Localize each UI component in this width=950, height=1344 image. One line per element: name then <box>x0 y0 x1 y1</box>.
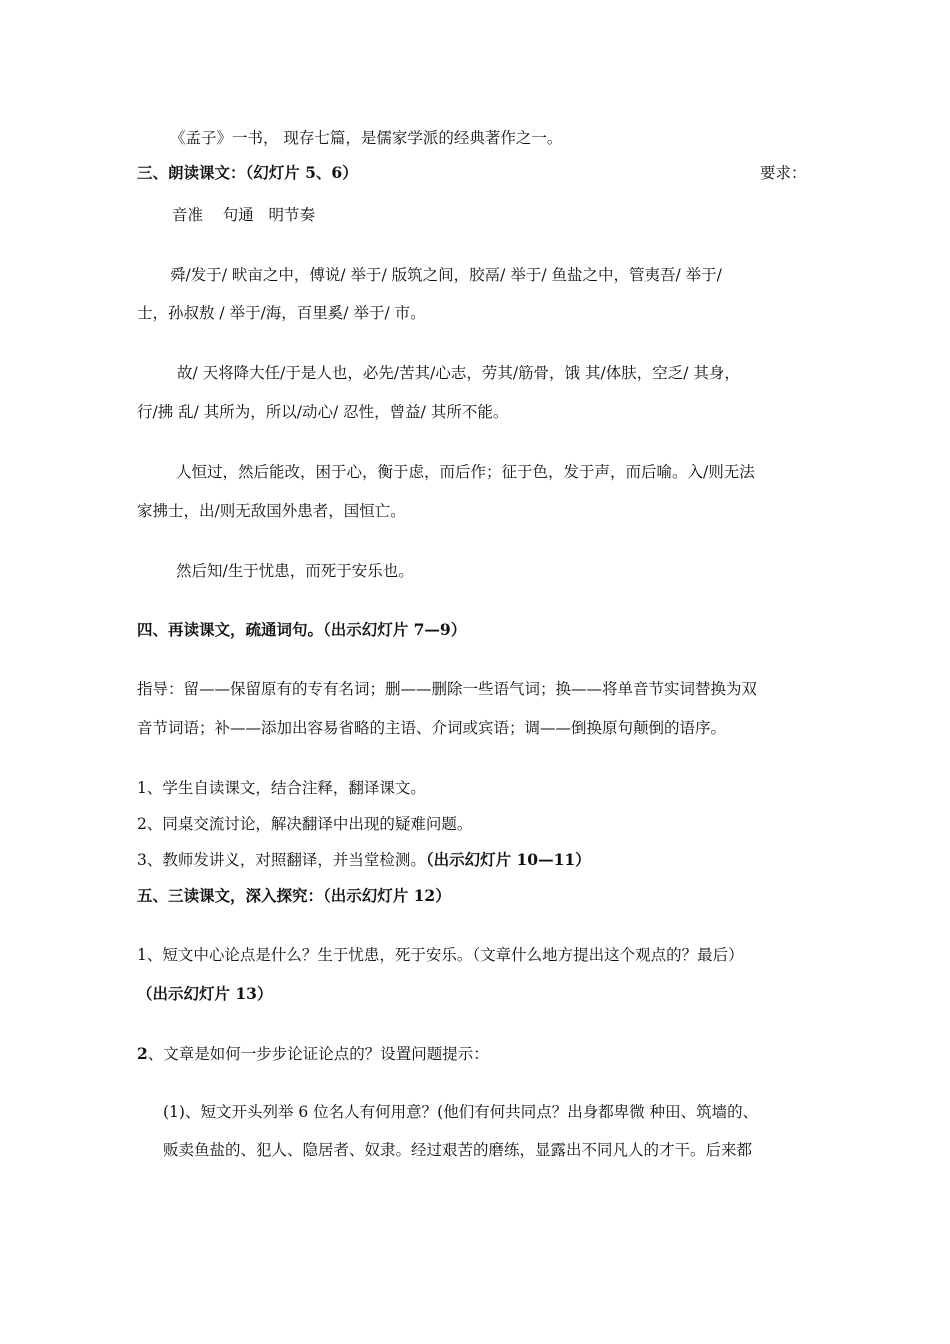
list-item-3-slide-ref: （出示幻灯片 10—11） <box>425 850 591 869</box>
intro-text: 《孟子》一书， 现存七篇，是儒家学派的经典著作之一。 <box>170 129 563 147</box>
question-2 <box>137 1043 489 1065</box>
guide-line-1: 指导：留——保留原有的专有名词；删——删除一些语气词；换——将单音节实词替换为双 <box>137 680 758 698</box>
subquestion-1-line-1: (1)、短文开头列举 6 位名人有何用意？(他们有何共同点？出身都卑微 种田、筑墙的、 <box>163 1103 759 1121</box>
requirements-label: 要求： <box>760 164 807 182</box>
passage-1-line-1: 舜/发于/ 畎亩之中，傅说/ 举于/ 版筑之间，胶鬲/ 举于/ 鱼盐之中，管夷吾/ 举于/ <box>170 266 722 284</box>
subquestion-1-line-2: 贩卖鱼盐的、犯人、隐居者、奴隶。经过艰苦的磨练，显露出不同凡人的才干。后来都 <box>163 1141 753 1159</box>
requirements-text: 音准 句通 明节奏 <box>172 206 315 224</box>
list-item-3-text: 3、教师发讲义，对照翻译，并当堂检测。 <box>137 851 426 869</box>
list-item-1: 1、学生自读课文，结合注释，翻译课文。 <box>137 779 426 797</box>
section-3-heading: 三、朗读课文：（幻灯片 5、6） <box>137 163 358 182</box>
guide-line-2: 音节词语；补——添加出容易省略的主语、介词或宾语；调——倒换原句颠倒的语序。 <box>137 719 727 737</box>
passage-1-line-2: 士，孙叔敖 / 举于/海，百里奚/ 举于/ 市。 <box>137 304 426 322</box>
passage-2-line-1: 故/ 天将降大任/于是人也，必先/苦其/心志，劳其/筋骨，饿 其/体肤，空乏/ 其身， <box>177 364 740 382</box>
passage-3-line-2: 家拂士，出/则无敌国外患者，国恒亡。 <box>137 502 406 520</box>
question-1-line-2: （出示幻灯片 13） <box>137 984 273 1003</box>
passage-4: 然后知/生于忧患，而死于安乐也。 <box>176 562 414 580</box>
list-item-3 <box>137 849 591 871</box>
question-2-text: 、文章是如何一步步论证论点的？设置问题提示： <box>147 1045 489 1063</box>
section-5-heading: 五、三读课文，深入探究：（出示幻灯片 12） <box>137 886 451 905</box>
passage-2-line-2: 行/拂 乱/ 其所为，所以/动心/ 忍性，曾益/ 其所不能。 <box>137 403 509 421</box>
question-2-number: 2 <box>137 1044 148 1063</box>
section-4-heading: 四、再读课文，疏通词句。（出示幻灯片 7—9） <box>137 620 467 639</box>
passage-3-line-1: 人恒过，然后能改，困于心，衡于虑，而后作；征于色，发于声，而后喻。入/则无法 <box>176 463 755 481</box>
list-item-2: 2、同桌交流讨论，解决翻译中出现的疑难问题。 <box>137 815 473 833</box>
question-1-line-1: 1、短文中心论点是什么？生于忧患，死于安乐。（文章什么地方提出这个观点的？最后） <box>137 946 744 964</box>
